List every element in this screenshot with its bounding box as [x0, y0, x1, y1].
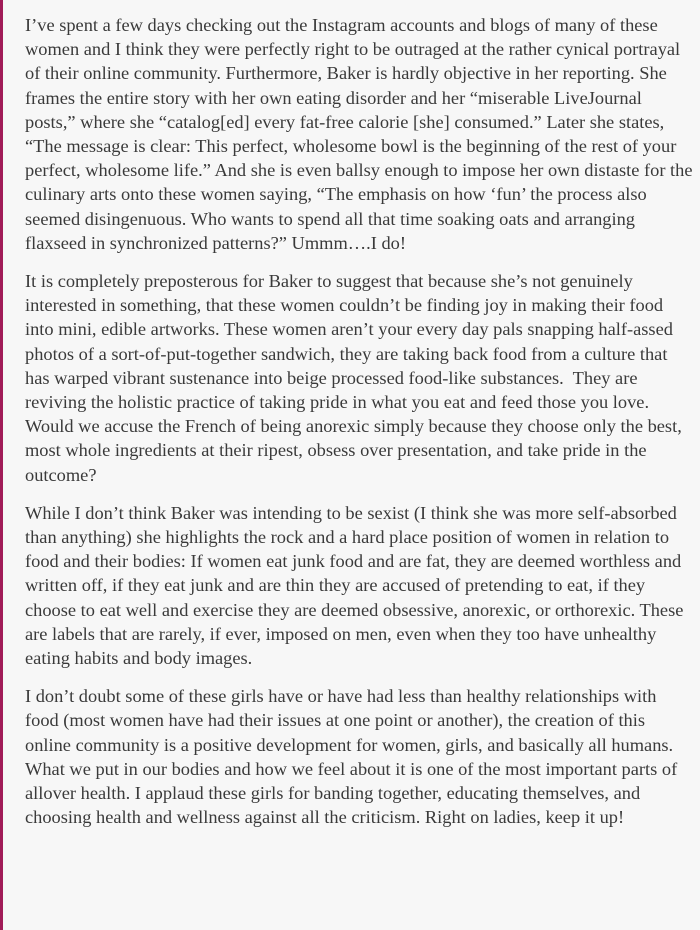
- article-body: [25, 13, 698, 844]
- article-paragraph-3: While I don’t think Baker was intending to be sexist (I think she was more self-absorbed than anything) she highlights the rock and a hard place position of women in relation to food and their bodies: If women eat junk food and are fat, they are deemed worthless and written off, if they eat junk and are thin they are accused of pretending to eat, if they choose to eat well and exercise they are deemed obsessive, anorexic, or orthorexic. These are labels that are rarely, if ever, imposed on men, even when they too have unhealthy eating habits and body images.: [25, 502, 688, 669]
- article-paragraph-1: I’ve spent a few days checking out the Instagram accounts and blogs of many of these women and I think they were perfectly right to be outraged at the rather cynical portrayal of their online community. Furthermore, Baker is hardly objective in her reporting. She frames the entire story with her own eating disorder and her “miserable LiveJournal posts,” where she “catalog[ed] every fat-free calorie [she] consumed.” Later she states, “The message is clear: This perfect, wholesome bowl is the beginning of the rest of your perfect, wholesome life.” And she is even ballsy enough to impose her own distaste for the culinary arts onto these women saying, “The emphasis on how ‘fun’ the process also seemed disingenuous. Who wants to spend all that time soaking oats and arranging flaxseed in synchronized patterns?” Ummm….I do!: [25, 15, 698, 253]
- left-accent-bar: [0, 0, 3, 930]
- article-paragraph-2: It is completely preposterous for Baker to suggest that because she’s not genuinely interested in something, that these women couldn’t be finding joy in making their food into mini, edible artworks. These women aren’t your every day pals snapping half-assed photos of a sort-of-put-together sandwich, they are taking back food from a culture that has warped vibrant sustenance into beige processed food-like substances. They are reviving the holistic practice of taking pride in what you eat and feed those you love. Would we accuse the French of being anorexic simply because they choose only the best, most whole ingredients at their ripest, obsess over presentation, and take pride in the outcome?: [25, 271, 687, 485]
- article-paragraph-4: I don’t doubt some of these girls have or have had less than healthy relationships with food (most women have had their issues at one point or another), the creation of this online community is a positive development for women, girls, and basically all humans. What we put in our bodies and how we feel about it is one of the most important parts of allover health. I applaud these girls for banding together, educating themselves, and choosing health and wellness against all the criticism. Right on ladies, keep it up!: [25, 686, 682, 828]
